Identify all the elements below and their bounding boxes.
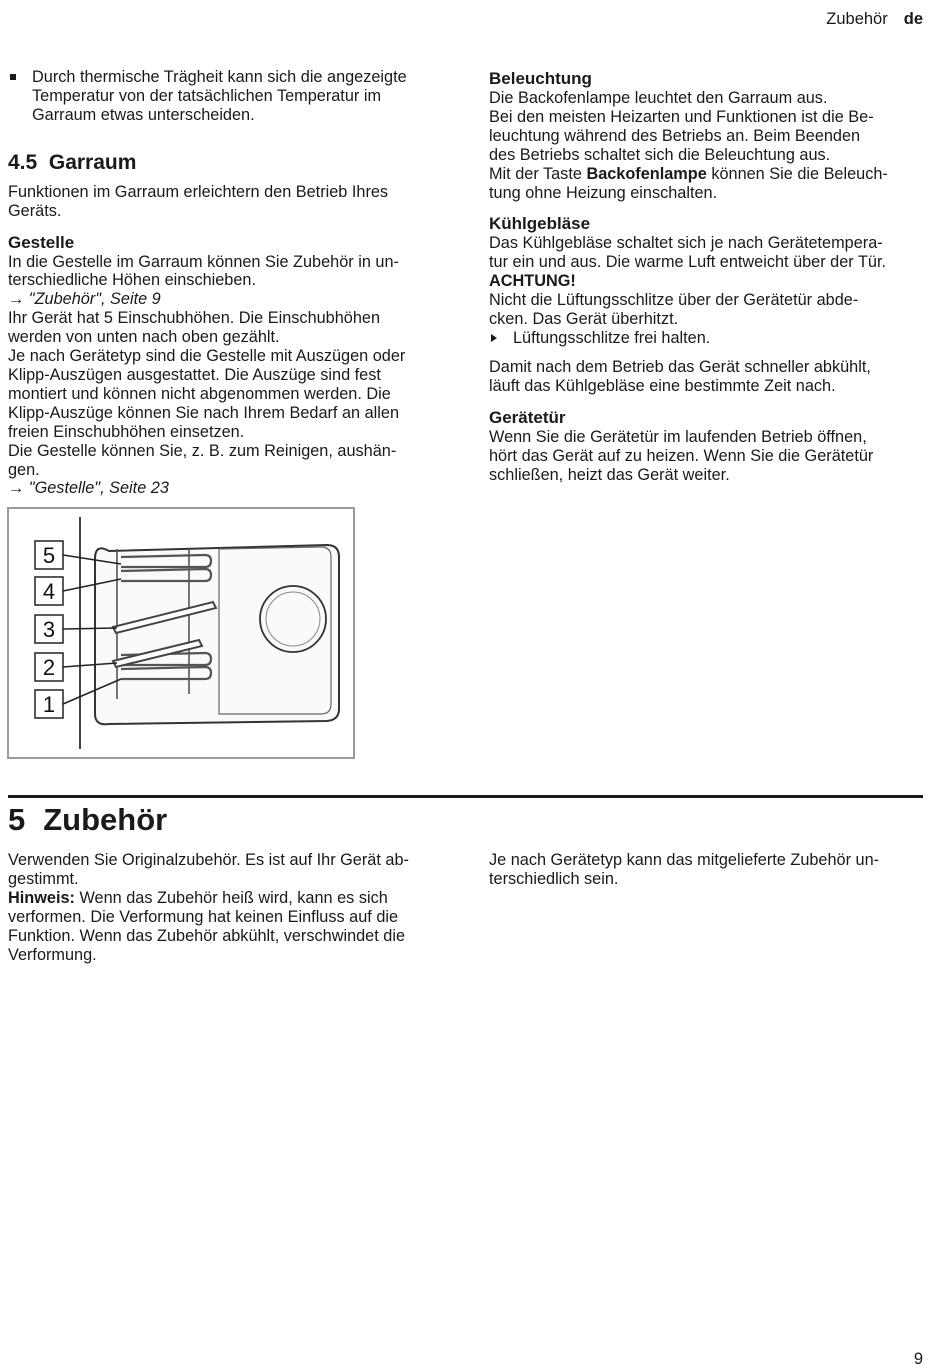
chapter-right-column: [489, 851, 921, 889]
text-line: Verwenden Sie Originalzubehör. Es ist auf Ihr Gerät ab-: [8, 851, 409, 869]
subheading-gestelle: Gestelle: [8, 232, 75, 252]
chapter-name: Zubehör: [43, 802, 168, 837]
gestelle-body: [8, 253, 440, 499]
text-line: gen.: [8, 460, 40, 479]
garraum-intro: [8, 183, 440, 221]
section-heading-garraum: [8, 150, 440, 176]
subheading-geraetetuer: Gerätetür: [489, 407, 566, 427]
text-line: Das Kühlgebläse schaltet sich je nach Gerätetempera-: [489, 234, 883, 253]
chapter-left-column: [8, 851, 440, 964]
step-text: Lüftungsschlitze frei halten.: [513, 328, 711, 347]
level-number: 3: [42, 617, 56, 642]
text-line: Je nach Gerätetyp kann das mitgelieferte Zubehör un-: [489, 851, 880, 869]
text-line: Ihr Gerät hat 5 Einschubhöhen. Die Einschubhöhen: [8, 309, 381, 328]
text-line: Wenn Sie die Gerätetür im laufenden Betrieb öffnen,: [489, 427, 867, 446]
text-line: tung ohne Heizung einschalten.: [489, 183, 718, 202]
page-number: 9: [913, 1350, 923, 1368]
running-header-section: Zubehör: [826, 10, 888, 28]
text-line: gestimmt.: [8, 869, 79, 888]
text-line: tur ein und aus. Die warme Luft entweicht über der Tür.: [489, 253, 886, 272]
text-line: terschiedliche Höhen einschieben.: [8, 271, 256, 290]
chapter-rule: [8, 795, 923, 798]
level-number: 5: [42, 543, 56, 568]
text-line: des Betriebs schaltet sich die Beleuchtung aus.: [489, 145, 831, 164]
section-number: 4.5: [8, 150, 38, 174]
subheading-kuehlgeblaese: Kühlgebläse: [489, 214, 591, 234]
running-header-language: de: [903, 10, 923, 28]
text-line: freien Einschubhöhen einsetzen.: [8, 422, 245, 441]
text-line: schließen, heizt das Gerät weiter.: [489, 465, 730, 484]
text-line: Klipp-Auszüge können Sie nach Ihrem Bedarf an allen: [8, 403, 399, 422]
note-label: Hinweis:: [8, 888, 75, 907]
text-line: läuft das Kühlgebläse eine bestimmte Zeit nach.: [489, 376, 836, 395]
bullet-text: Durch thermische Trägheit kann sich die angezeigte Temperatur von der tatsächlichen Temperatur im Garraum etwas unterscheiden.: [32, 68, 407, 124]
text-line: [489, 165, 921, 184]
oven-cavity-figure: [7, 507, 355, 759]
text-line: cken. Das Gerät überhitzt.: [489, 310, 679, 329]
kuehlgeblaese-body: [489, 234, 921, 395]
beleuchtung-body: [489, 89, 921, 202]
bullet-item: [8, 68, 440, 125]
text-line: leuchtung während des Betriebs an. Beim Beenden: [489, 126, 861, 145]
text-line: Geräts.: [8, 201, 62, 220]
subheading-beleuchtung: Beleuchtung: [489, 69, 592, 88]
text-line: Je nach Gerätetyp sind die Gestelle mit Auszügen oder: [8, 347, 406, 366]
text-line: Funktion. Wenn das Zubehör abkühlt, verschwindet die: [8, 926, 406, 945]
chapter-number: 5: [8, 802, 26, 837]
text-line: Verformung.: [8, 945, 97, 964]
level-number: 1: [42, 692, 56, 717]
level-number: 4: [42, 579, 56, 604]
button-name-backofenlampe: Backofenlampe: [586, 164, 707, 183]
level-number: 2: [42, 655, 56, 680]
right-column: [489, 68, 921, 484]
text-run: Mit der Taste: [489, 164, 587, 183]
bullet-square-icon: [10, 74, 16, 80]
chapter-title: [8, 801, 167, 839]
text-line: hört das Gerät auf zu heizen. Wenn Sie die Gerätetür: [489, 446, 874, 465]
text-line: terschiedlich sein.: [489, 869, 619, 888]
oven-cavity-illustration: [9, 509, 353, 757]
running-header: [826, 10, 923, 29]
note-line: [8, 889, 440, 908]
text-line: In die Gestelle im Garraum können Sie Zubehör in un-: [8, 252, 399, 271]
cavity-outline: [95, 545, 339, 724]
text-line: Bei den meisten Heizarten und Funktionen ist die Be-: [489, 107, 874, 126]
text-line: werden von unten nach oben gezählt.: [8, 328, 280, 347]
text-line: Funktionen im Garraum erleichtern den Betrieb Ihres: [8, 182, 389, 201]
left-column: [8, 68, 440, 498]
text-line: Die Gestelle können Sie, z. B. zum Reinigen, aushän-: [8, 441, 397, 460]
warning-label: ACHTUNG!: [489, 272, 576, 291]
instruction-step: [489, 329, 921, 348]
text-line: verformen. Die Verformung hat keinen Einfluss auf die: [8, 907, 399, 926]
text-run: können Sie die Beleuch-: [706, 164, 888, 183]
step-triangle-icon: [491, 334, 497, 342]
text-line: Klipp-Auszügen ausgestattet. Die Auszüge sind fest: [8, 365, 381, 384]
cross-reference-link[interactable]: → "Zubehör", Seite 9: [8, 290, 161, 309]
text-line: Nicht die Lüftungsschlitze über der Gerätetür abde-: [489, 291, 859, 310]
text-line: Damit nach dem Betrieb das Gerät schneller abkühlt,: [489, 357, 871, 376]
text-run: Wenn das Zubehör heiß wird, kann es sich: [74, 888, 388, 907]
text-line: Die Backofenlampe leuchtet den Garraum aus.: [489, 89, 828, 107]
text-line: montiert und können nicht abgenommen werden. Die: [8, 384, 391, 403]
section-title: Garraum: [48, 150, 137, 174]
geraetetuer-body: [489, 428, 921, 485]
cross-reference-link[interactable]: → "Gestelle", Seite 23: [8, 479, 169, 498]
